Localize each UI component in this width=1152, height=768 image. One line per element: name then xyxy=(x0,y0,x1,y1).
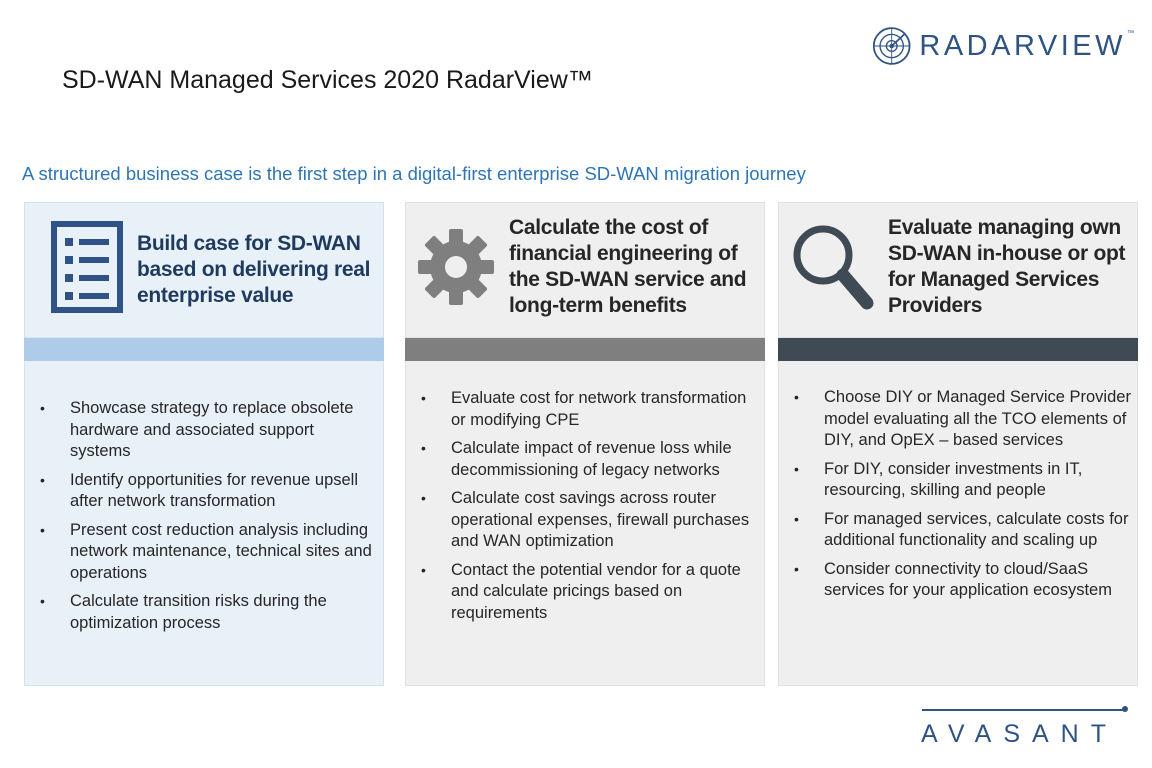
radar-icon xyxy=(872,24,911,68)
column-accent-bar xyxy=(778,338,1138,361)
list-item: • Identify opportunities for revenue upsell after network transformation xyxy=(40,470,359,510)
bullet-list xyxy=(24,398,384,641)
list-item: • Present cost reduction analysis including network maintenance, technical sites and operations xyxy=(40,520,372,582)
column-header xyxy=(24,202,384,338)
list-item: • Consider connectivity to cloud/SaaS services for your application ecosystem xyxy=(794,559,1112,599)
list-item: • Calculate cost savings across router operational expenses, firewall purchases and WAN optimization xyxy=(421,489,750,550)
column-title: Calculate the cost of financial engineering of the SD-WAN service and long-term benefits xyxy=(509,216,747,317)
column-accent-bar xyxy=(405,338,765,361)
column-header xyxy=(778,202,1138,338)
brand-name: RADARVIEW™ xyxy=(919,29,1134,62)
page-subtitle: A structured business case is the first step in a digital-first enterprise SD-WAN migration journey xyxy=(22,163,806,184)
column-title: Build case for SD-WAN based on delivering real enterprise value xyxy=(137,232,371,307)
gear-icon xyxy=(416,227,496,307)
column-header xyxy=(405,202,765,338)
page-title: SD-WAN Managed Services 2020 RadarView™ xyxy=(62,66,593,94)
list-item: • For DIY, consider investments in IT, resourcing, skilling and people xyxy=(794,459,1083,499)
column-accent-bar xyxy=(24,338,384,361)
checklist-icon xyxy=(51,221,123,313)
list-item: • Calculate transition risks during the optimization process xyxy=(40,592,327,632)
list-item: • Evaluate cost for network transformation or modifying CPE xyxy=(421,389,747,429)
magnifier-icon xyxy=(789,221,875,313)
list-item: • Showcase strategy to replace obsolete hardware and associated support systems xyxy=(40,399,354,460)
bullet-list xyxy=(778,387,1138,609)
list-item: • Calculate impact of revenue loss while decommissioning of legacy networks xyxy=(421,439,732,479)
column-calculate-cost xyxy=(405,202,765,686)
list-item: • For managed services, calculate costs for additional functionality and scaling up xyxy=(794,509,1129,549)
list-item: • Contact the potential vendor for a quote and calculate pricings based on requirements xyxy=(421,560,741,622)
avasant-logo: AVASANT xyxy=(921,720,1118,748)
column-evaluate-managing xyxy=(778,202,1138,686)
footer-divider xyxy=(922,709,1126,711)
column-title: Evaluate managing own SD-WAN in-house or opt for Managed Services Providers xyxy=(888,216,1126,317)
column-build-case xyxy=(24,202,384,686)
radarview-logo xyxy=(872,24,1134,68)
list-item: • Choose DIY or Managed Service Provider model evaluating all the TCO elements of DIY, and OpEX – based services xyxy=(794,388,1131,449)
bullet-list xyxy=(405,388,765,631)
footer-dot xyxy=(1122,706,1128,712)
